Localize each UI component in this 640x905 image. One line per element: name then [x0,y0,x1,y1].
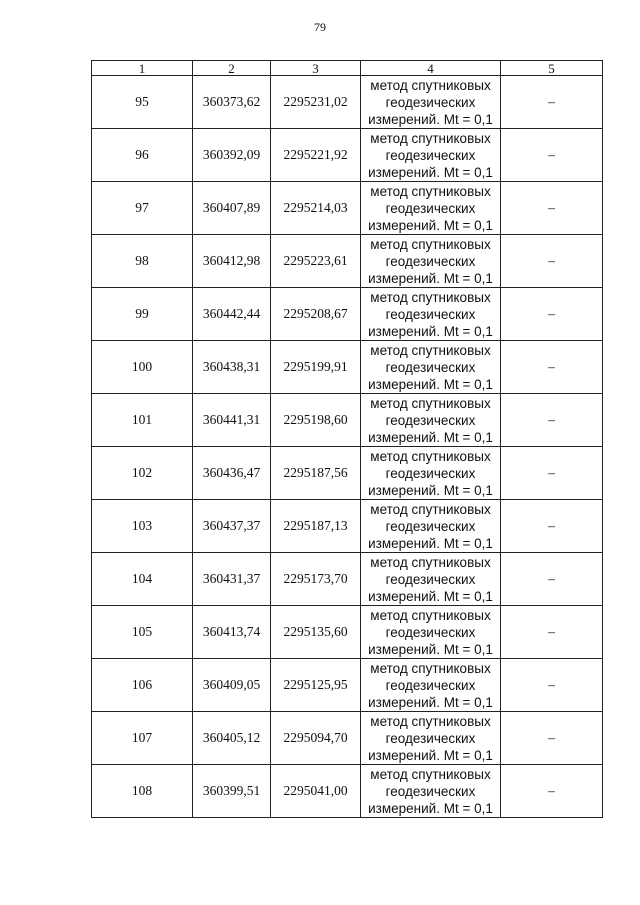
note-cell: – [501,341,603,394]
method-text-line: измерений. Mt = 0,1 [368,535,493,551]
note-cell: – [501,76,603,129]
x-coordinate-cell: 360392,09 [193,129,271,182]
y-coordinate-cell: 2295198,60 [271,394,361,447]
method-text-line: измерений. Mt = 0,1 [368,641,493,657]
note-cell: – [501,288,603,341]
x-coordinate-cell: 360405,12 [193,712,271,765]
table-row [92,659,603,712]
method-cell [361,341,501,394]
method-cell [361,765,501,818]
x-coordinate-cell: 360373,62 [193,76,271,129]
note-cell: – [501,500,603,553]
method-text-line: геодезических [385,730,476,746]
method-text-line: метод спутниковых [370,713,491,729]
method-text-line: измерений. Mt = 0,1 [368,747,493,763]
x-coordinate-cell: 360399,51 [193,765,271,818]
table-row [92,76,603,129]
x-coordinate-cell: 360442,44 [193,288,271,341]
y-coordinate-cell: 2295125,95 [271,659,361,712]
table-row [92,394,603,447]
table-header-row [92,61,603,76]
method-text-line: геодезических [385,571,476,587]
x-coordinate-cell: 360431,37 [193,553,271,606]
y-coordinate-cell: 2295187,13 [271,500,361,553]
method-text-line: измерений. Mt = 0,1 [368,217,493,233]
table-row [92,129,603,182]
point-cell: 95 [92,76,193,129]
x-coordinate-cell: 360413,74 [193,606,271,659]
method-text-line: метод спутниковых [370,607,491,623]
method-text-line: измерений. Mt = 0,1 [368,482,493,498]
method-text-line: измерений. Mt = 0,1 [368,270,493,286]
note-cell: – [501,659,603,712]
x-coordinate-cell: 360437,37 [193,500,271,553]
point-cell: 99 [92,288,193,341]
table-row [92,182,603,235]
note-cell: – [501,235,603,288]
note-cell: – [501,129,603,182]
method-text-line: геодезических [385,94,476,110]
y-coordinate-cell: 2295187,56 [271,447,361,500]
point-cell: 105 [92,606,193,659]
method-text-line: метод спутниковых [370,130,491,146]
y-coordinate-cell: 2295173,70 [271,553,361,606]
table-row [92,341,603,394]
note-cell: – [501,447,603,500]
y-coordinate-cell: 2295135,60 [271,606,361,659]
method-text-line: измерений. Mt = 0,1 [368,800,493,816]
y-coordinate-cell: 2295208,67 [271,288,361,341]
method-cell [361,712,501,765]
point-cell: 103 [92,500,193,553]
method-cell [361,235,501,288]
point-cell: 98 [92,235,193,288]
column-header: 3 [271,61,361,76]
y-coordinate-cell: 2295231,02 [271,76,361,129]
y-coordinate-cell: 2295199,91 [271,341,361,394]
note-cell: – [501,765,603,818]
method-text-line: геодезических [385,783,476,799]
table-row [92,500,603,553]
method-text-line: метод спутниковых [370,342,491,358]
method-cell [361,659,501,712]
method-cell [361,500,501,553]
method-text-line: измерений. Mt = 0,1 [368,429,493,445]
method-text-line: метод спутниковых [370,501,491,517]
method-cell [361,553,501,606]
method-cell [361,129,501,182]
method-text-line: геодезических [385,147,476,163]
method-cell [361,394,501,447]
note-cell: – [501,182,603,235]
point-cell: 96 [92,129,193,182]
method-text-line: метод спутниковых [370,554,491,570]
point-cell: 104 [92,553,193,606]
method-cell [361,447,501,500]
method-text-line: геодезических [385,306,476,322]
method-cell [361,288,501,341]
column-header: 4 [361,61,501,76]
point-cell: 106 [92,659,193,712]
method-cell [361,182,501,235]
column-header: 2 [193,61,271,76]
point-cell: 102 [92,447,193,500]
table-row [92,553,603,606]
table-row [92,235,603,288]
x-coordinate-cell: 360436,47 [193,447,271,500]
method-cell [361,76,501,129]
method-text-line: измерений. Mt = 0,1 [368,588,493,604]
y-coordinate-cell: 2295094,70 [271,712,361,765]
point-cell: 107 [92,712,193,765]
method-text-line: геодезических [385,624,476,640]
method-text-line: метод спутниковых [370,448,491,464]
x-coordinate-cell: 360412,98 [193,235,271,288]
point-cell: 97 [92,182,193,235]
method-text-line: измерений. Mt = 0,1 [368,164,493,180]
note-cell: – [501,712,603,765]
method-text-line: геодезических [385,253,476,269]
x-coordinate-cell: 360409,05 [193,659,271,712]
method-cell [361,606,501,659]
note-cell: – [501,606,603,659]
method-text-line: измерений. Mt = 0,1 [368,323,493,339]
column-header: 5 [501,61,603,76]
x-coordinate-cell: 360407,89 [193,182,271,235]
x-coordinate-cell: 360441,31 [193,394,271,447]
method-text-line: метод спутниковых [370,660,491,676]
method-text-line: измерений. Mt = 0,1 [368,376,493,392]
method-text-line: метод спутниковых [370,77,491,93]
y-coordinate-cell: 2295214,03 [271,182,361,235]
coordinates-table [91,60,603,818]
point-cell: 108 [92,765,193,818]
table-row [92,712,603,765]
table-row [92,288,603,341]
point-cell: 100 [92,341,193,394]
table-row [92,606,603,659]
y-coordinate-cell: 2295221,92 [271,129,361,182]
note-cell: – [501,394,603,447]
y-coordinate-cell: 2295223,61 [271,235,361,288]
method-text-line: геодезических [385,412,476,428]
method-text-line: метод спутниковых [370,183,491,199]
method-text-line: метод спутниковых [370,236,491,252]
method-text-line: метод спутниковых [370,395,491,411]
method-text-line: геодезических [385,359,476,375]
column-header: 1 [92,61,193,76]
point-cell: 101 [92,394,193,447]
method-text-line: геодезических [385,518,476,534]
method-text-line: геодезических [385,200,476,216]
method-text-line: измерений. Mt = 0,1 [368,694,493,710]
method-text-line: измерений. Mt = 0,1 [368,111,493,127]
method-text-line: геодезических [385,677,476,693]
table-row [92,447,603,500]
table-row [92,765,603,818]
x-coordinate-cell: 360438,31 [193,341,271,394]
note-cell: – [501,553,603,606]
method-text-line: геодезических [385,465,476,481]
y-coordinate-cell: 2295041,00 [271,765,361,818]
page-number: 79 [314,20,326,34]
method-text-line: метод спутниковых [370,766,491,782]
method-text-line: метод спутниковых [370,289,491,305]
